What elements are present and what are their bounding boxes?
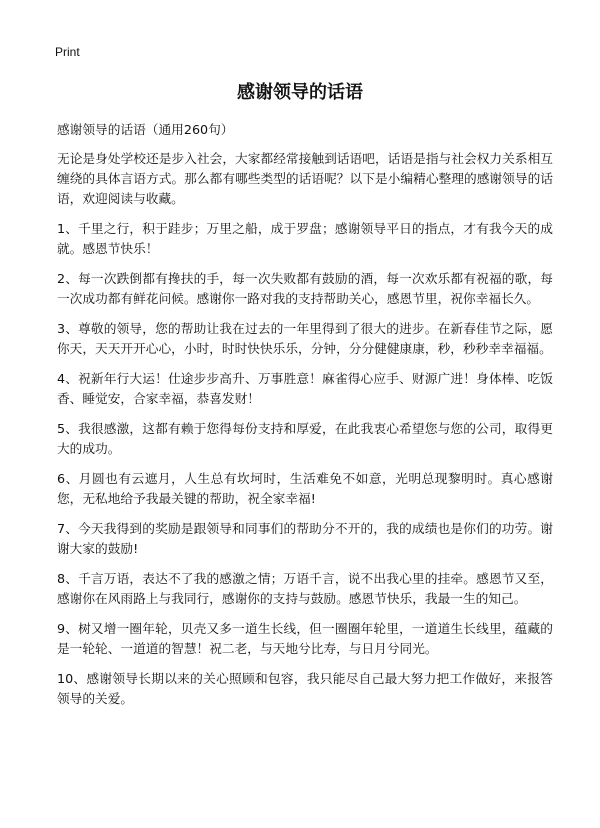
article-subtitle: 感谢领导的话语（通用260句） <box>57 122 234 137</box>
list-item: 1、千里之行，积于跬步；万里之船，成于罗盘；感谢领导平日的指点，才有我今天的成就。感恩节快乐！ <box>57 221 553 256</box>
page-title: 感谢领导的话语 <box>237 82 363 103</box>
list-item: 5、我很感激，这都有赖于您得每份支持和厚爱，在此我衷心希望您与您的公司，取得更大的成功。 <box>57 421 553 456</box>
list-item: 8、千言万语，表达不了我的感激之情；万语千言，说不出我心里的挂牵。感恩节又至，感谢你在风雨路上与我同行，感谢你的支持与鼓励。感恩节快乐，我最一生的知己。 <box>57 571 553 606</box>
list-item: 4、祝新年行大运！仕途步步高升、万事胜意！麻雀得心应手、财源广进！身体棒、吃饭香、睡觉安，合家幸福，恭喜发财！ <box>57 371 553 406</box>
print-link[interactable]: Print <box>55 45 80 59</box>
article-body <box>57 120 553 719</box>
list-item: 3、尊敬的领导，您的帮助让我在过去的一年里得到了很大的进步。在新春佳节之际，愿你天，天天开开心心，小时，时时快快乐乐，分钟，分分健健康康，秒，秒秒幸幸福福。 <box>57 321 553 356</box>
list-item: 10、感谢领导长期以来的关心照顾和包容，我只能尽自己最大努力把工作做好，来报答领导的关爱。 <box>57 671 553 706</box>
list-item: 6、月圆也有云遮月，人生总有坎坷时，生活难免不如意，光明总现黎明时。真心感谢您，无私地给予我最关键的帮助，祝全家幸福! <box>57 471 553 506</box>
list-item: 7、今天我得到的奖励是跟领导和同事们的帮助分不开的，我的成绩也是你们的功劳。谢谢大家的鼓励! <box>57 521 553 556</box>
intro-paragraph: 无论是身处学校还是步入社会，大家都经常接触到话语吧，话语是指与社会权力关系相互缠绕的具体言语方式。那么都有哪些类型的话语呢？以下是小编精心整理的感谢领导的话语，欢迎阅读与收藏。 <box>57 151 553 206</box>
list-item: 2、每一次跌倒都有搀扶的手，每一次失败都有鼓励的酒，每一次欢乐都有祝福的歌，每一次成功都有鲜花问候。感谢你一路对我的支持帮助关心，感恩节里，祝你幸福长久。 <box>57 271 553 306</box>
list-item: 9、树又增一圈年轮，贝壳又多一道生长线，但一圈圈年轮里，一道道生长线里，蕴藏的是一轮轮、一道道的智慧！祝二老，与天地兮比寿，与日月兮同光。 <box>57 621 553 656</box>
